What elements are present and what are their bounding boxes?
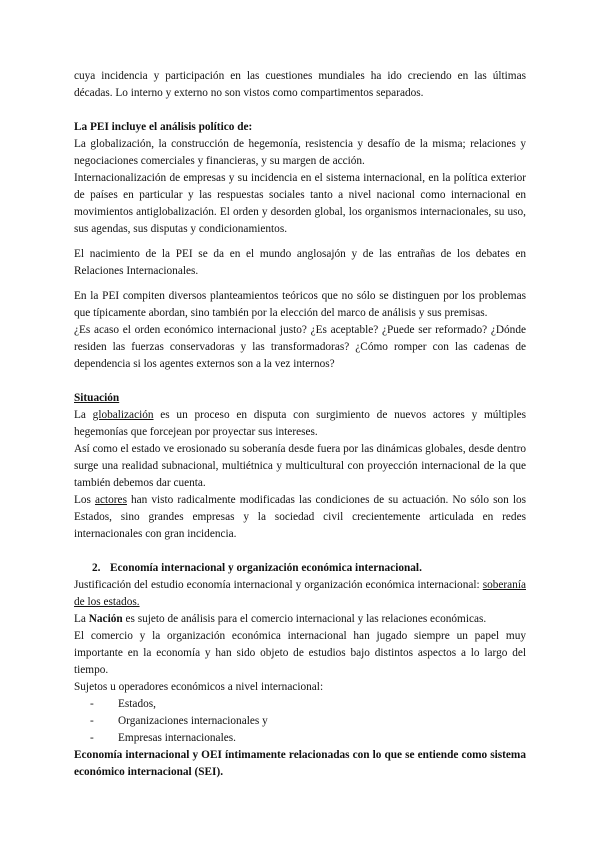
globalizacion-term: globalización: [92, 409, 154, 421]
planteamientos-paragraph: En la PEI compiten diversos planteamientos teóricos que no sólo se distinguen por los problemas que típicamente abordan, sino también por la elección del marco de análisis y sus premisas.: [74, 290, 526, 319]
situacion-paragraph-3: Los actores han visto radicalmente modificadas las condiciones de su actuación. No sólo son los Estados, sino grandes empresas y la sociedad civil crecientemente articulada en redes internacionales con gran incidencia.: [74, 494, 526, 540]
list-item: - Estados,: [90, 696, 526, 713]
nacimiento-paragraph: El nacimiento de la PEI se da en el mundo anglosajón y de las entrañas de los debates en Relaciones Internacionales.: [74, 248, 526, 277]
list-item: - Organizaciones internacionales y: [90, 713, 526, 730]
comercio-paragraph: El comercio y la organización económica internacional han jugado siempre un papel muy importante en la economía y han sido objeto de estudios bajo distintos aspectos a lo largo del tiempo.: [74, 630, 526, 676]
situacion-paragraph-2: Así como el estado ve erosionado su soberanía desde fuera por las dinámicas globales, desde dentro surge una realidad subnacional, multiétnica y multicultural con proyección internacional de la que también debemos dar cuenta.: [74, 443, 526, 489]
justificacion-paragraph: Justificación del estudio economía internacional y organización económica internacional: soberanía de los estados.: [74, 579, 526, 608]
situacion-paragraph-1: La globalización es un proceso en disputa con surgimiento de nuevos actores y múltiples hegemonías que forcejean por proyectar sus intereses.: [74, 409, 527, 438]
pei-politico-paragraph-2: Internacionalización de empresas y su incidencia en el sistema internacional, en la política exterior de países en particular y las respuestas sociales tanto a nivel nacional como internacional en movimientos antiglobalización. El orden y desorden global, los organismos internacionales, su uso, sus agendas, sus disputas y condicionamientos.: [74, 172, 526, 235]
nacion-term: Nación: [88, 613, 123, 625]
sujetos-list: [74, 696, 526, 747]
soberania-term: soberanía de los estados.: [74, 579, 526, 608]
intro-paragraph: cuya incidencia y participación en las cuestiones mundiales ha ido creciendo en las últimas décadas. Lo interno y externo no son vistos como compartimentos separados.: [74, 70, 526, 99]
section-2-title: Economía internacional y organización económica internacional.: [110, 562, 422, 574]
section-2-number: 2.: [92, 562, 101, 574]
pei-politico-paragraph-1: La globalización, la construcción de hegemonía, resistencia y desafío de la misma; relaciones y negociaciones comerciales y financieras, y su margen de acción.: [74, 138, 526, 167]
sujetos-paragraph: Sujetos u operadores económicos a nivel internacional:: [74, 681, 324, 693]
section-2-heading: [74, 560, 526, 577]
nacion-paragraph: La Nación es sujeto de análisis para el comercio internacional y las relaciones económicas.: [74, 613, 487, 625]
situacion-heading: Situación: [74, 392, 120, 404]
actores-term: actores: [94, 494, 127, 506]
list-item: - Empresas internacionales.: [90, 730, 526, 747]
pei-politico-heading: La PEI incluye el análisis político de:: [74, 121, 253, 133]
closing-paragraph: Economía internacional y OEI íntimamente relacionadas con lo que se entiende como sistema económico internacional (SEI).: [74, 749, 526, 778]
questions-paragraph: ¿Es acaso el orden económico internacional justo? ¿Es aceptable? ¿Puede ser reformado? ¿Dónde residen las fuerzas conservadoras y las transformadoras? ¿Cómo romper con las cadenas de dependencia si los agentes externos son a la vez internos?: [74, 324, 526, 370]
